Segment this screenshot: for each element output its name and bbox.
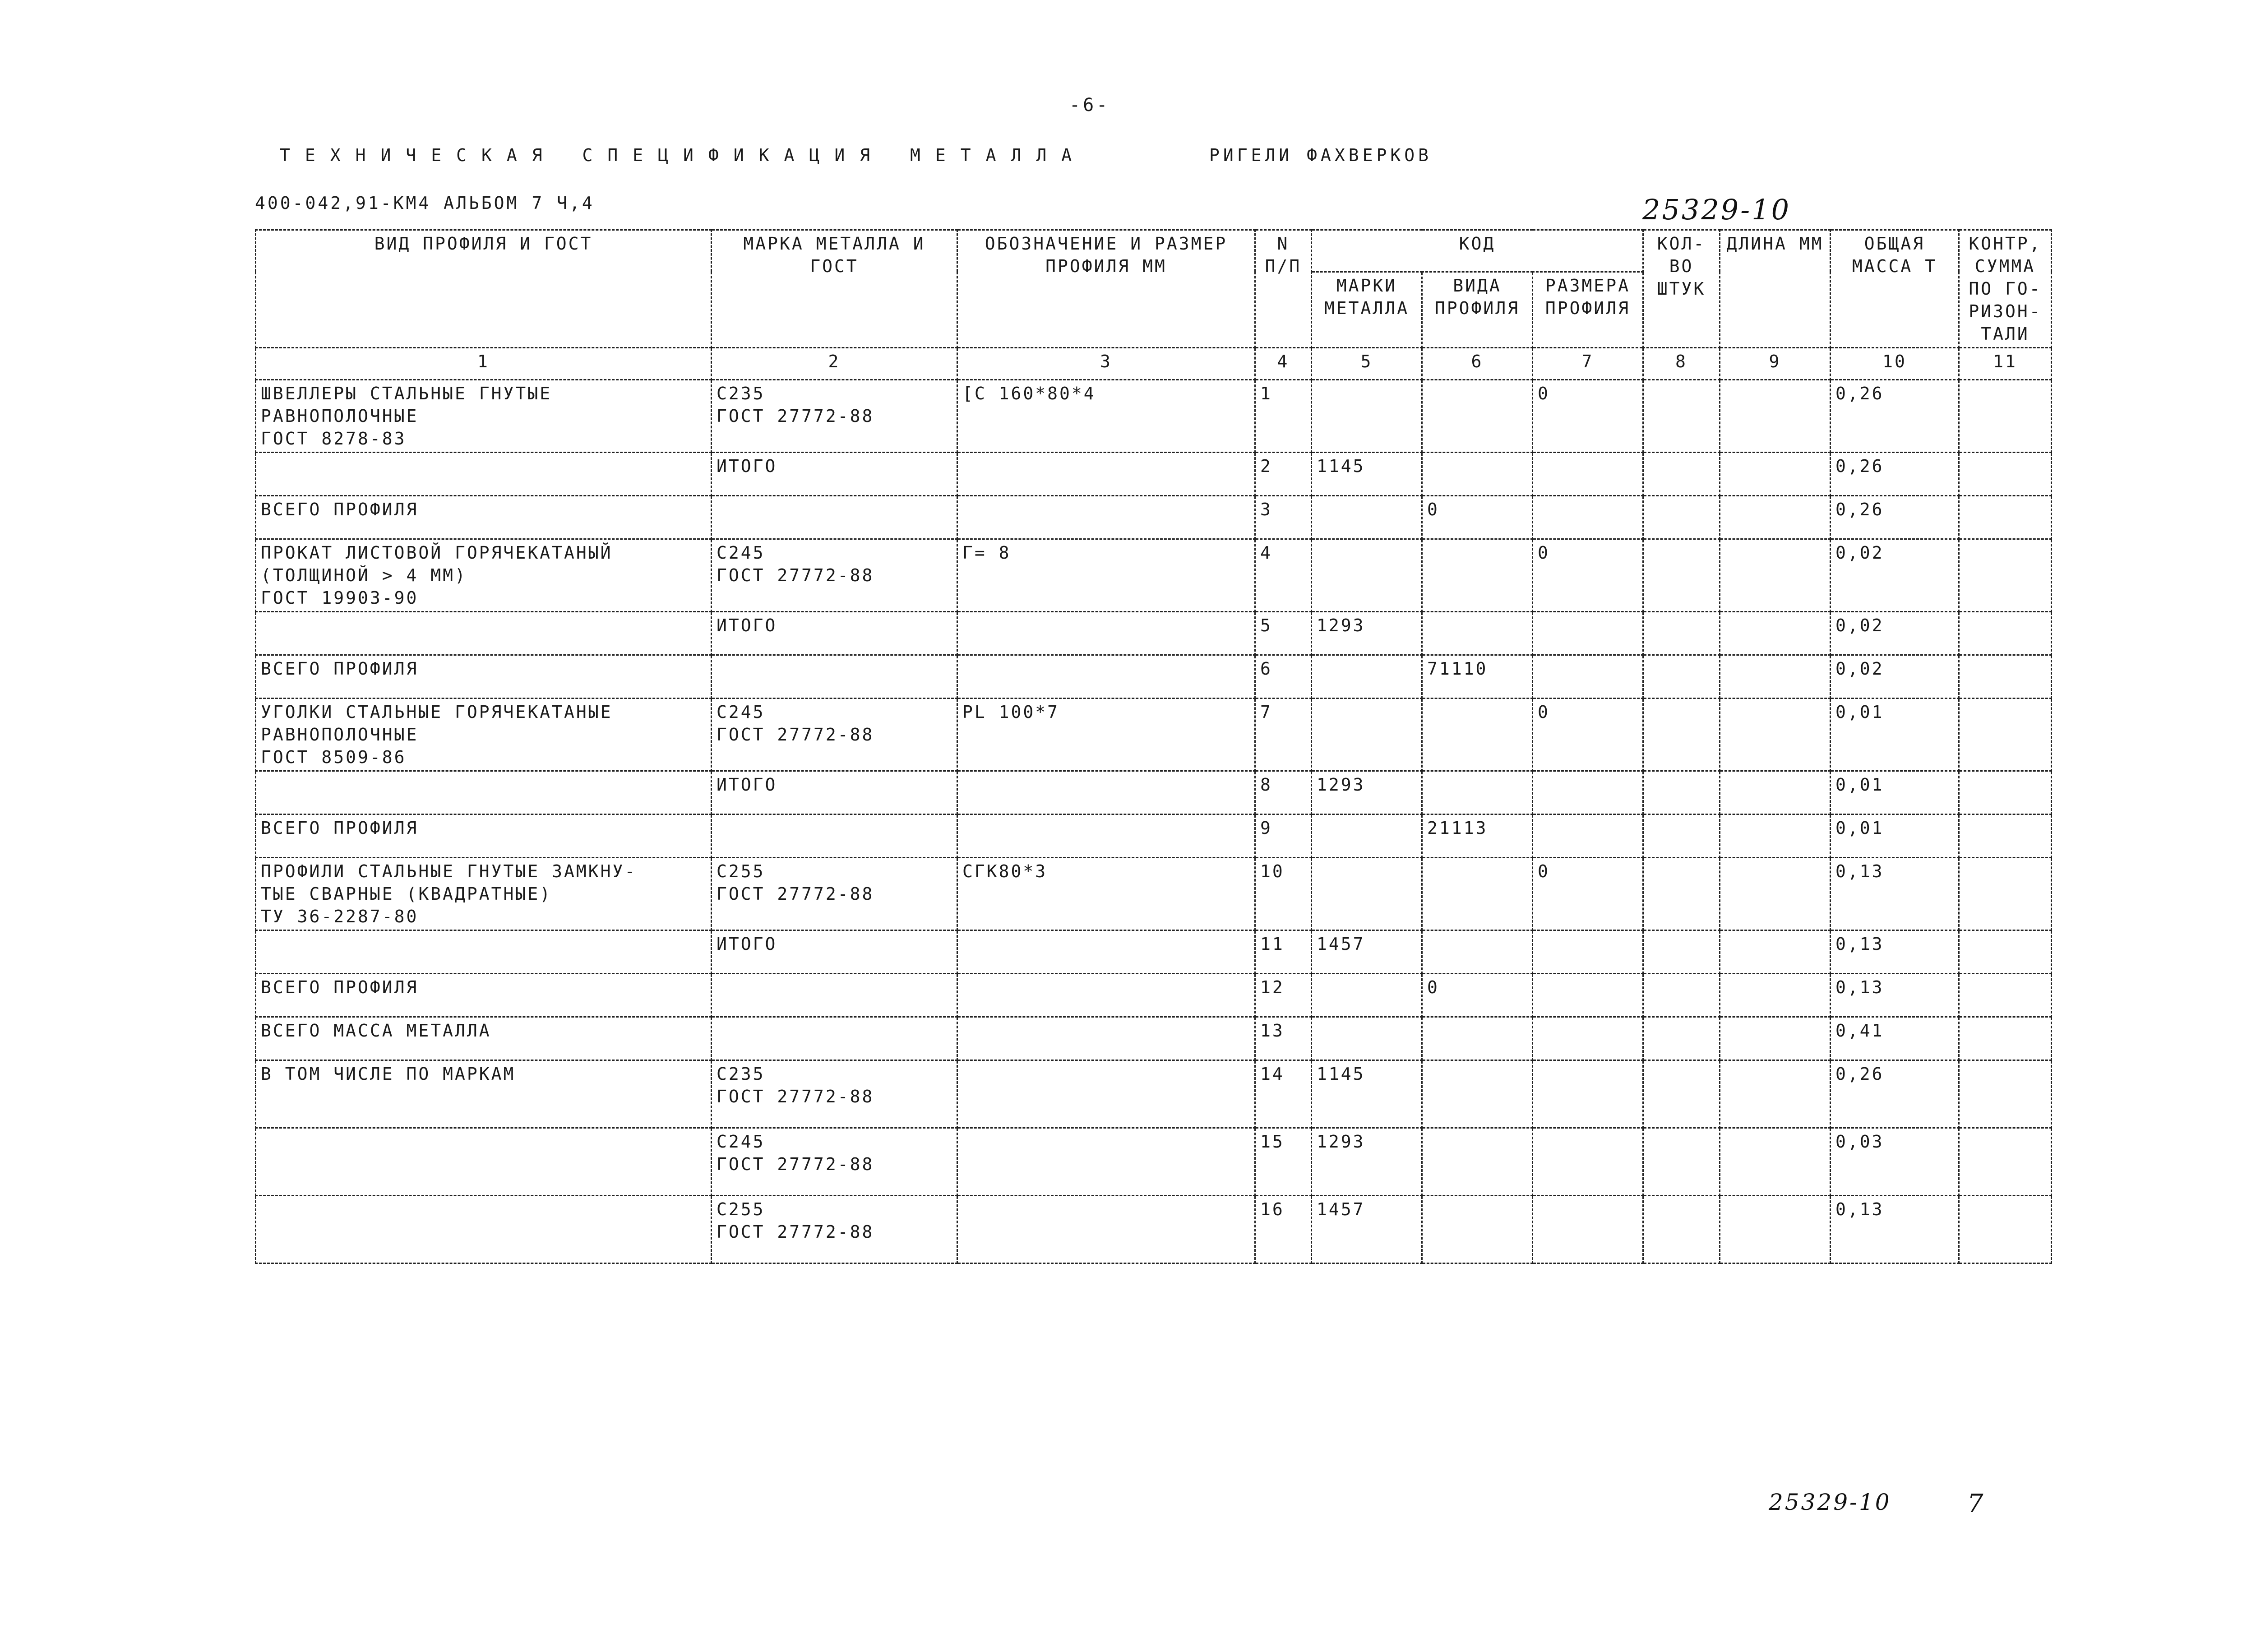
profile-cell: УГОЛКИ СТАЛЬНЫЕ ГОРЯЧЕКАТАНЫЕ РАВНОПОЛОЧНЫЕ ГОСТ 8509-86	[256, 699, 712, 771]
position-cell: 5	[1255, 612, 1312, 655]
table-row	[256, 1128, 2052, 1196]
length-cell	[1720, 858, 1831, 930]
profile-type-code-cell: 0	[1422, 974, 1533, 1017]
checksum-cell	[1959, 974, 2052, 1017]
designation-cell	[957, 930, 1255, 974]
steel-code-cell	[1312, 655, 1422, 699]
profile-cell	[256, 1128, 712, 1196]
profile-type-code-cell	[1422, 1128, 1533, 1196]
designation-cell: Г= 8	[957, 539, 1255, 612]
checksum-cell	[1959, 858, 2052, 930]
designation-cell	[957, 655, 1255, 699]
designation-cell	[957, 771, 1255, 814]
profile-cell: ШВЕЛЛЕРЫ СТАЛЬНЫЕ ГНУТЫЕ РАВНОПОЛОЧНЫЕ ГОСТ 8278-83	[256, 380, 712, 453]
length-cell	[1720, 814, 1831, 858]
designation-cell	[957, 974, 1255, 1017]
header-pos-no: N П/П	[1255, 230, 1312, 348]
document-code-bottom: 25329-10	[1769, 1489, 1891, 1515]
document-subtitle: РИГЕЛИ ФАХВЕРКОВ	[1209, 145, 1433, 165]
length-cell	[1720, 1128, 1831, 1196]
mass-cell: 0,26	[1831, 380, 1959, 453]
quantity-cell	[1643, 539, 1720, 612]
header-row	[256, 230, 2052, 272]
steel-cell: С235 ГОСТ 27772-88	[712, 1060, 957, 1128]
position-cell: 6	[1255, 655, 1312, 699]
table-row	[256, 974, 2052, 1017]
header-steel: МАРКА МЕТАЛЛА И ГОСТ	[712, 230, 957, 348]
designation-cell	[957, 814, 1255, 858]
checksum-cell	[1959, 539, 2052, 612]
profile-cell	[256, 930, 712, 974]
profile-cell: ВСЕГО МАССА МЕТАЛЛА	[256, 1017, 712, 1060]
steel-cell: С255 ГОСТ 27772-88	[712, 858, 957, 930]
length-cell	[1720, 539, 1831, 612]
checksum-cell	[1959, 930, 2052, 974]
quantity-cell	[1643, 814, 1720, 858]
profile-cell: В ТОМ ЧИСЛЕ ПО МАРКАМ	[256, 1060, 712, 1128]
table-row	[256, 699, 2052, 771]
header-designation: ОБОЗНАЧЕНИЕ И РАЗМЕР ПРОФИЛЯ ММ	[957, 230, 1255, 348]
mass-cell: 0,26	[1831, 453, 1959, 496]
profile-type-code-cell: 21113	[1422, 814, 1533, 858]
table-row	[256, 814, 2052, 858]
column-number: 11	[1959, 348, 2052, 380]
steel-cell: С245 ГОСТ 27772-88	[712, 1128, 957, 1196]
position-cell: 9	[1255, 814, 1312, 858]
profile-cell	[256, 453, 712, 496]
quantity-cell	[1643, 699, 1720, 771]
mass-cell: 0,13	[1831, 930, 1959, 974]
profile-type-code-cell	[1422, 539, 1533, 612]
profile-type-code-cell	[1422, 1196, 1533, 1263]
sheet-number: 7	[1967, 1489, 1983, 1518]
profile-type-code-cell	[1422, 1017, 1533, 1060]
profile-size-code-cell: 0	[1533, 380, 1643, 453]
length-cell	[1720, 612, 1831, 655]
checksum-cell	[1959, 1128, 2052, 1196]
steel-code-cell	[1312, 496, 1422, 539]
steel-code-cell	[1312, 814, 1422, 858]
designation-cell	[957, 496, 1255, 539]
profile-cell	[256, 612, 712, 655]
steel-code-cell	[1312, 539, 1422, 612]
column-number: 6	[1422, 348, 1533, 380]
header-qty: КОЛ-ВО ШТУК	[1643, 230, 1720, 348]
profile-cell: ВСЕГО ПРОФИЛЯ	[256, 496, 712, 539]
steel-cell: С235 ГОСТ 27772-88	[712, 380, 957, 453]
profile-cell: ВСЕГО ПРОФИЛЯ	[256, 655, 712, 699]
profile-cell: ВСЕГО ПРОФИЛЯ	[256, 974, 712, 1017]
steel-cell	[712, 496, 957, 539]
profile-size-code-cell	[1533, 1196, 1643, 1263]
designation-cell	[957, 453, 1255, 496]
profile-size-code-cell: 0	[1533, 539, 1643, 612]
table-row	[256, 655, 2052, 699]
mass-cell: 0,01	[1831, 814, 1959, 858]
quantity-cell	[1643, 771, 1720, 814]
profile-type-code-cell	[1422, 930, 1533, 974]
profile-size-code-cell: 0	[1533, 699, 1643, 771]
profile-size-code-cell	[1533, 612, 1643, 655]
checksum-cell	[1959, 814, 2052, 858]
steel-code-cell	[1312, 699, 1422, 771]
quantity-cell	[1643, 380, 1720, 453]
position-cell: 15	[1255, 1128, 1312, 1196]
profile-size-code-cell	[1533, 930, 1643, 974]
column-number: 7	[1533, 348, 1643, 380]
length-cell	[1720, 655, 1831, 699]
checksum-cell	[1959, 496, 2052, 539]
mass-cell: 0,13	[1831, 858, 1959, 930]
steel-cell: С245 ГОСТ 27772-88	[712, 539, 957, 612]
table-row	[256, 1196, 2052, 1263]
specification-table	[255, 229, 2052, 1264]
header-code-steel: МАРКИ МЕТАЛЛА	[1312, 272, 1422, 347]
quantity-cell	[1643, 1017, 1720, 1060]
header-code-type: ВИДА ПРОФИЛЯ	[1422, 272, 1533, 347]
mass-cell: 0,01	[1831, 699, 1959, 771]
profile-cell	[256, 771, 712, 814]
profile-size-code-cell	[1533, 1128, 1643, 1196]
album-reference: 400-042,91-КМ4 АЛЬБОМ 7 Ч,4	[255, 193, 595, 213]
designation-cell	[957, 1128, 1255, 1196]
length-cell	[1720, 699, 1831, 771]
column-number: 1	[256, 348, 712, 380]
profile-type-code-cell	[1422, 380, 1533, 453]
position-cell: 1	[1255, 380, 1312, 453]
steel-cell: ИТОГО	[712, 612, 957, 655]
length-cell	[1720, 974, 1831, 1017]
steel-code-cell: 1457	[1312, 1196, 1422, 1263]
mass-cell: 0,41	[1831, 1017, 1959, 1060]
steel-cell	[712, 974, 957, 1017]
profile-type-code-cell	[1422, 699, 1533, 771]
designation-cell	[957, 1017, 1255, 1060]
quantity-cell	[1643, 612, 1720, 655]
profile-type-code-cell	[1422, 771, 1533, 814]
column-number: 8	[1643, 348, 1720, 380]
mass-cell: 0,02	[1831, 655, 1959, 699]
document-title: ТЕХНИЧЕСКАЯ СПЕЦИФИКАЦИЯ МЕТАЛЛА	[280, 145, 1087, 165]
table-row	[256, 539, 2052, 612]
table-body	[256, 348, 2052, 1263]
mass-cell: 0,13	[1831, 1196, 1959, 1263]
table-row	[256, 496, 2052, 539]
column-number: 10	[1831, 348, 1959, 380]
profile-size-code-cell	[1533, 814, 1643, 858]
designation-cell	[957, 1196, 1255, 1263]
steel-code-cell: 1457	[1312, 930, 1422, 974]
quantity-cell	[1643, 655, 1720, 699]
page-number: -6-	[1069, 95, 1110, 116]
profile-size-code-cell	[1533, 453, 1643, 496]
mass-cell: 0,03	[1831, 1128, 1959, 1196]
quantity-cell	[1643, 930, 1720, 974]
mass-cell: 0,26	[1831, 1060, 1959, 1128]
profile-size-code-cell: 0	[1533, 858, 1643, 930]
profile-type-code-cell: 0	[1422, 496, 1533, 539]
position-cell: 16	[1255, 1196, 1312, 1263]
profile-type-code-cell: 71110	[1422, 655, 1533, 699]
steel-cell: С255 ГОСТ 27772-88	[712, 1196, 957, 1263]
quantity-cell	[1643, 453, 1720, 496]
table-row	[256, 380, 2052, 453]
table-row	[256, 612, 2052, 655]
checksum-cell	[1959, 1196, 2052, 1263]
table-row	[256, 453, 2052, 496]
checksum-cell	[1959, 771, 2052, 814]
profile-type-code-cell	[1422, 612, 1533, 655]
column-number: 4	[1255, 348, 1312, 380]
profile-type-code-cell	[1422, 1060, 1533, 1128]
quantity-cell	[1643, 1060, 1720, 1128]
header-code: КОД	[1312, 230, 1643, 272]
profile-cell: ВСЕГО ПРОФИЛЯ	[256, 814, 712, 858]
column-number: 3	[957, 348, 1255, 380]
profile-cell	[256, 1196, 712, 1263]
profile-cell: ПРОКАТ ЛИСТОВОЙ ГОРЯЧЕКАТАНЫЙ (ТОЛЩИНОЙ > 4 ММ) ГОСТ 19903-90	[256, 539, 712, 612]
length-cell	[1720, 496, 1831, 539]
steel-cell	[712, 1017, 957, 1060]
steel-code-cell: 1293	[1312, 1128, 1422, 1196]
profile-size-code-cell	[1533, 974, 1643, 1017]
designation-cell: PL 100*7	[957, 699, 1255, 771]
mass-cell: 0,01	[1831, 771, 1959, 814]
steel-cell	[712, 655, 957, 699]
position-cell: 13	[1255, 1017, 1312, 1060]
length-cell	[1720, 1196, 1831, 1263]
column-number-row	[256, 348, 2052, 380]
checksum-cell	[1959, 453, 2052, 496]
mass-cell: 0,02	[1831, 539, 1959, 612]
steel-code-cell: 1293	[1312, 612, 1422, 655]
steel-cell: С245 ГОСТ 27772-88	[712, 699, 957, 771]
length-cell	[1720, 1060, 1831, 1128]
checksum-cell	[1959, 380, 2052, 453]
quantity-cell	[1643, 858, 1720, 930]
steel-code-cell: 1145	[1312, 453, 1422, 496]
length-cell	[1720, 453, 1831, 496]
profile-type-code-cell	[1422, 858, 1533, 930]
position-cell: 11	[1255, 930, 1312, 974]
position-cell: 3	[1255, 496, 1312, 539]
table-row	[256, 1060, 2052, 1128]
column-number: 9	[1720, 348, 1831, 380]
designation-cell: [С 160*80*4	[957, 380, 1255, 453]
profile-size-code-cell	[1533, 771, 1643, 814]
position-cell: 8	[1255, 771, 1312, 814]
header-mass: ОБЩАЯ МАССА Т	[1831, 230, 1959, 348]
steel-code-cell	[1312, 380, 1422, 453]
profile-type-code-cell	[1422, 453, 1533, 496]
length-cell	[1720, 380, 1831, 453]
steel-code-cell	[1312, 858, 1422, 930]
steel-code-cell: 1293	[1312, 771, 1422, 814]
designation-cell: СГК80*3	[957, 858, 1255, 930]
position-cell: 10	[1255, 858, 1312, 930]
checksum-cell	[1959, 1017, 2052, 1060]
table-row	[256, 858, 2052, 930]
steel-code-cell: 1145	[1312, 1060, 1422, 1128]
length-cell	[1720, 771, 1831, 814]
mass-cell: 0,02	[1831, 612, 1959, 655]
column-number: 2	[712, 348, 957, 380]
document-code-top: 25329-10	[1642, 193, 1791, 226]
checksum-cell	[1959, 699, 2052, 771]
table-row	[256, 1017, 2052, 1060]
steel-cell: ИТОГО	[712, 453, 957, 496]
length-cell	[1720, 1017, 1831, 1060]
designation-cell	[957, 1060, 1255, 1128]
steel-code-cell	[1312, 1017, 1422, 1060]
profile-size-code-cell	[1533, 1017, 1643, 1060]
table-row	[256, 771, 2052, 814]
profile-cell: ПРОФИЛИ СТАЛЬНЫЕ ГНУТЫЕ ЗАМКНУ- ТЫЕ СВАРНЫЕ (КВАДРАТНЫЕ) ТУ 36-2287-80	[256, 858, 712, 930]
quantity-cell	[1643, 1196, 1720, 1263]
checksum-cell	[1959, 1060, 2052, 1128]
steel-cell: ИТОГО	[712, 930, 957, 974]
designation-cell	[957, 612, 1255, 655]
steel-cell: ИТОГО	[712, 771, 957, 814]
length-cell	[1720, 930, 1831, 974]
position-cell: 4	[1255, 539, 1312, 612]
column-number: 5	[1312, 348, 1422, 380]
header-profile: ВИД ПРОФИЛЯ И ГОСТ	[256, 230, 712, 348]
position-cell: 7	[1255, 699, 1312, 771]
header-code-size: РАЗМЕРА ПРОФИЛЯ	[1533, 272, 1643, 347]
position-cell: 2	[1255, 453, 1312, 496]
header-checksum: КОНТР, СУММА ПО ГО- РИЗОН- ТАЛИ	[1959, 230, 2052, 348]
table-row	[256, 930, 2052, 974]
header-length: ДЛИНА ММ	[1720, 230, 1831, 348]
checksum-cell	[1959, 612, 2052, 655]
quantity-cell	[1643, 974, 1720, 1017]
position-cell: 12	[1255, 974, 1312, 1017]
quantity-cell	[1643, 1128, 1720, 1196]
position-cell: 14	[1255, 1060, 1312, 1128]
profile-size-code-cell	[1533, 1060, 1643, 1128]
mass-cell: 0,26	[1831, 496, 1959, 539]
profile-size-code-cell	[1533, 496, 1643, 539]
quantity-cell	[1643, 496, 1720, 539]
steel-code-cell	[1312, 974, 1422, 1017]
checksum-cell	[1959, 655, 2052, 699]
mass-cell: 0,13	[1831, 974, 1959, 1017]
profile-size-code-cell	[1533, 655, 1643, 699]
steel-cell	[712, 814, 957, 858]
